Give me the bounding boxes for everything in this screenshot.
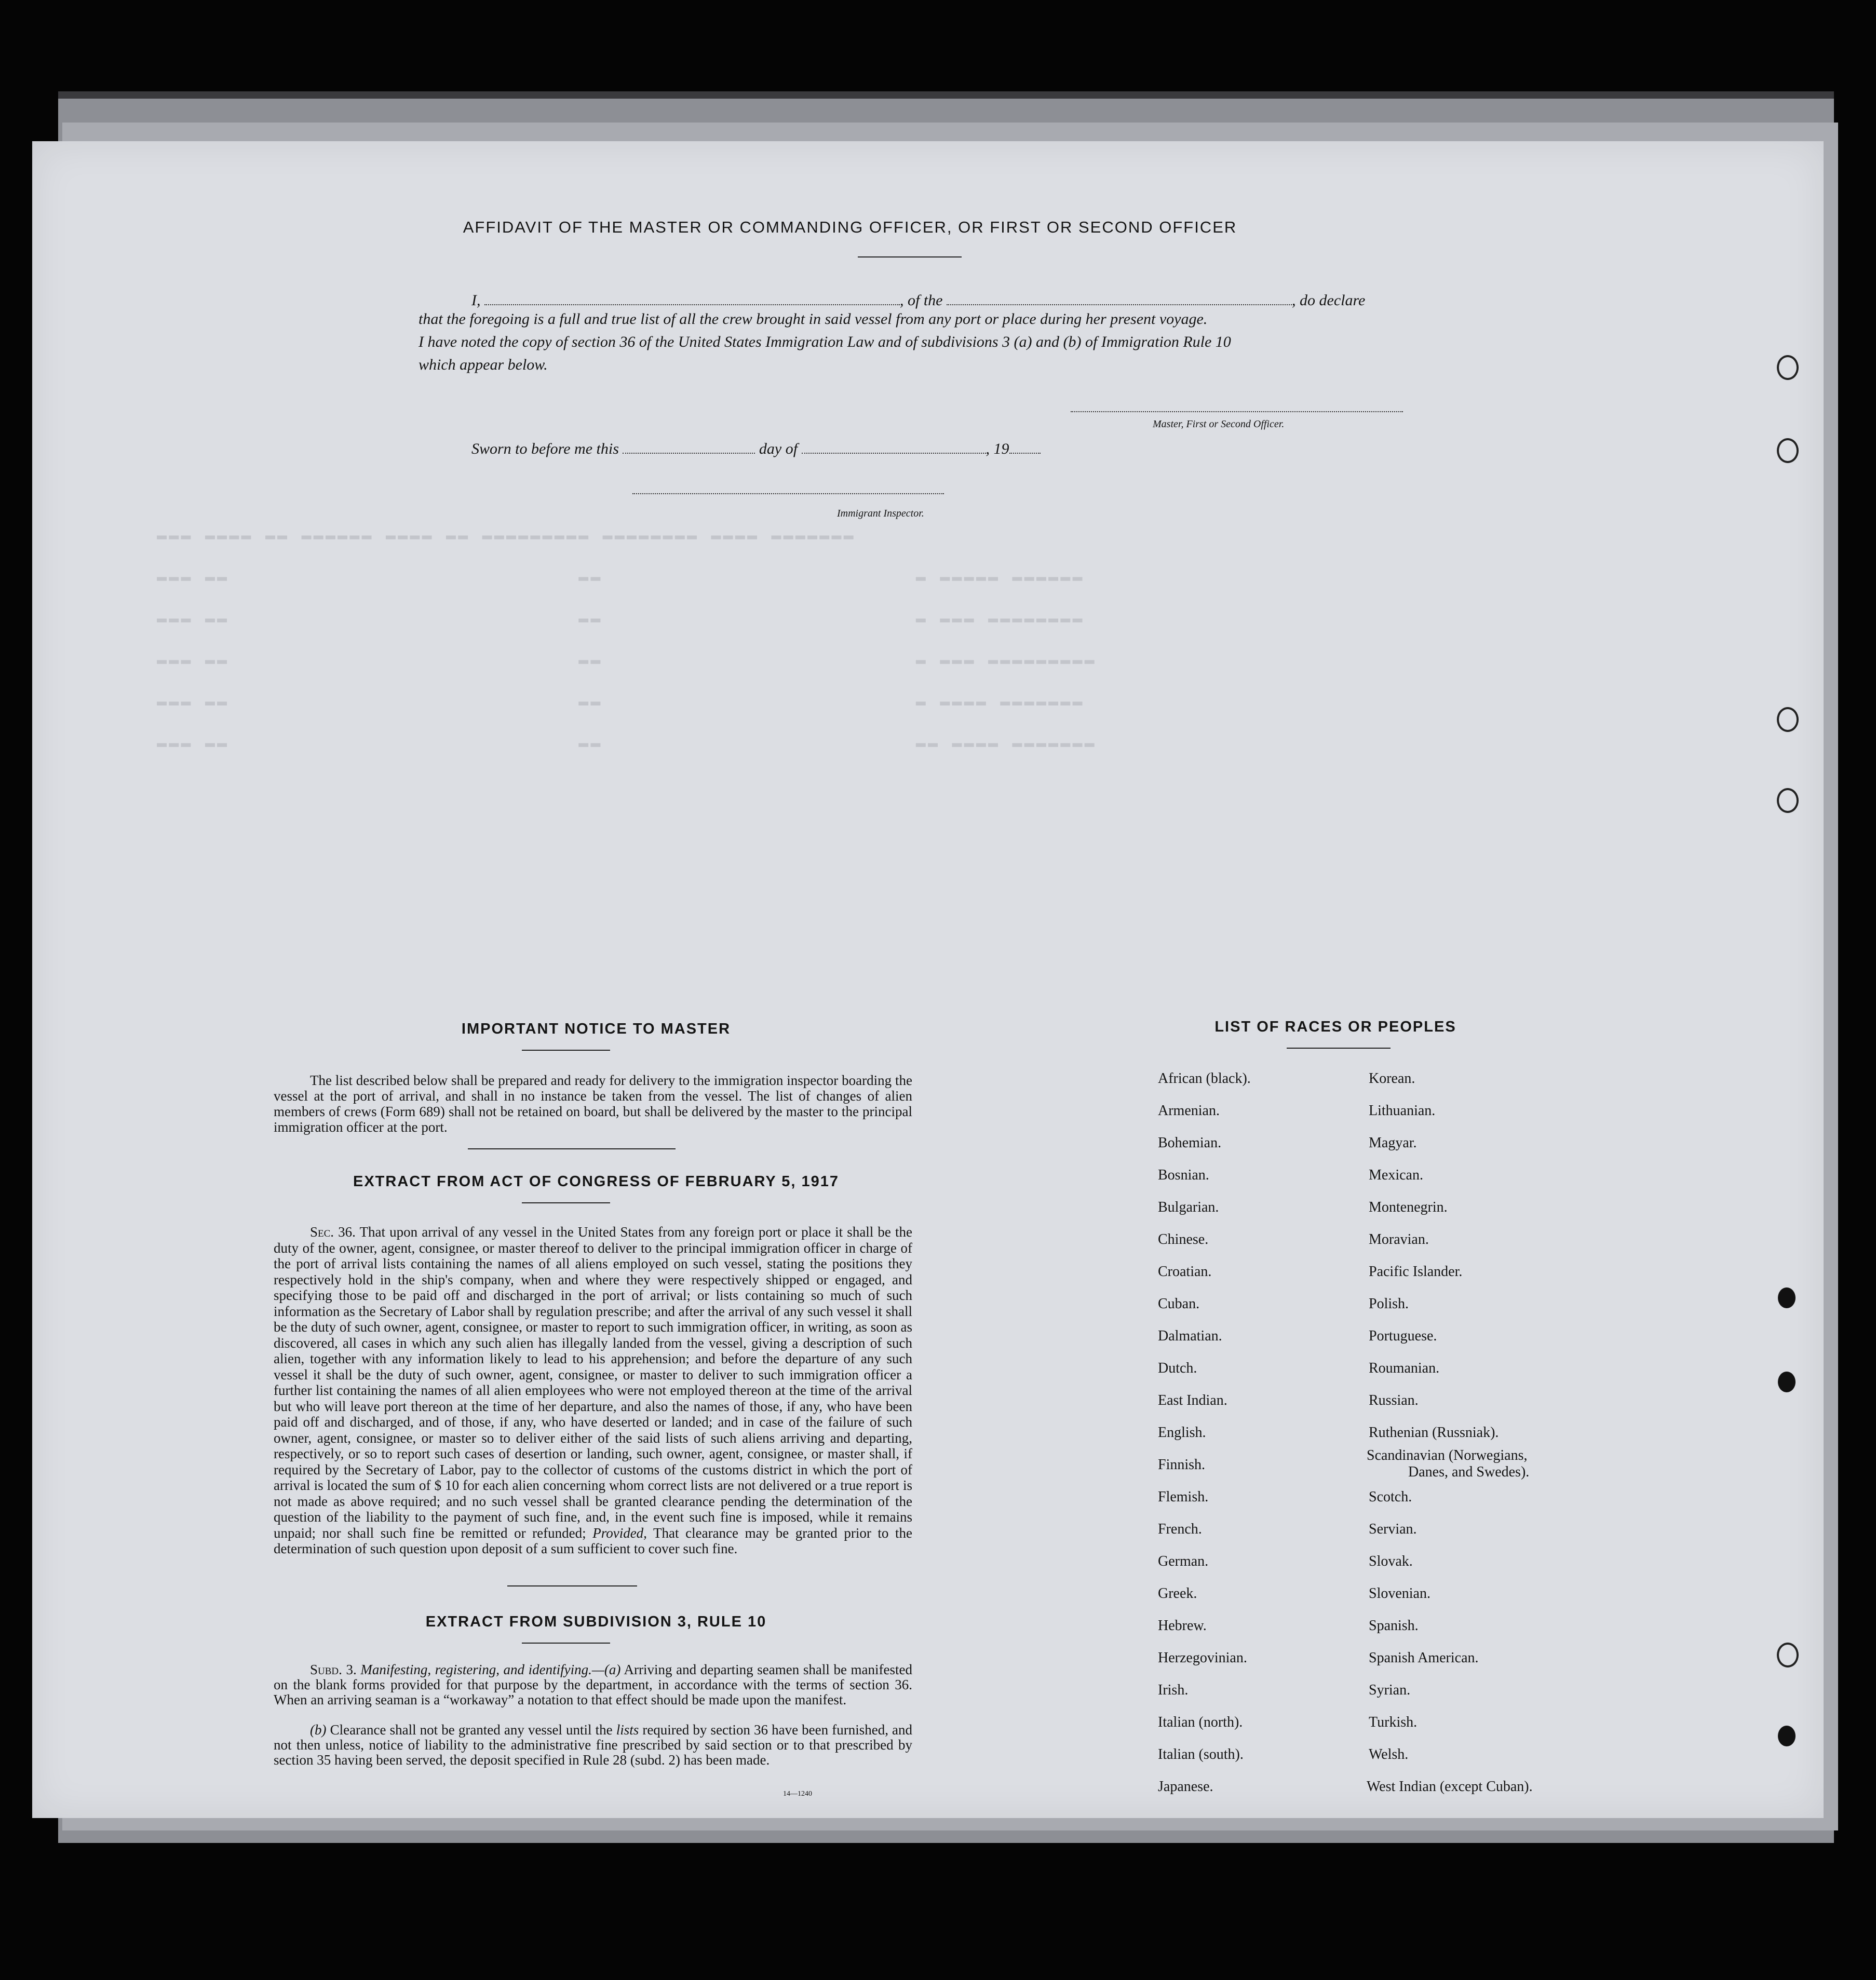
affidavit-line4: which appear below. <box>419 356 548 373</box>
rule-subd-text: Arriving and departing seamen shall be manifested on the blank forms provided for that purpose by the department, in accordance with the terms of section 36. When an arriving seaman is a “workaway” a notation to that effect should be made upon the manifest. <box>274 1662 912 1707</box>
race-col2-item: Spanish. <box>1369 1618 1419 1634</box>
race-col1-item: Armenian. <box>1158 1103 1220 1119</box>
race-col1-item: Bulgarian. <box>1158 1199 1219 1215</box>
race-col1-item: East Indian. <box>1158 1392 1227 1408</box>
rule-b-lists: lists <box>616 1722 639 1738</box>
vessel-name-field[interactable] <box>947 288 1292 305</box>
race-col2-item: Magyar. <box>1369 1135 1417 1151</box>
act-sec-label: Sec. 36. <box>310 1224 356 1240</box>
rule-extract-title-rule <box>522 1643 610 1644</box>
race-col2-item: Polish. <box>1369 1296 1409 1312</box>
notice-title-rule <box>522 1050 610 1051</box>
races-title: LIST OF RACES OR PEOPLES <box>1214 1019 1456 1035</box>
inspector-signature-field[interactable] <box>632 493 944 494</box>
punch-hole <box>1777 1643 1799 1667</box>
race-col2-item: Syrian. <box>1369 1682 1411 1698</box>
race-col1-item: Cuban. <box>1158 1296 1200 1312</box>
rule-subd-label: Subd. 3. <box>310 1662 357 1677</box>
bleed-through-text: ▬▬▬ ▬▬▬▬ ▬▬ ▬▬▬▬▬▬ ▬▬▬▬ ▬▬ ▬▬▬▬▬▬▬▬▬ ▬▬▬▬▬▬▬▬ ▬▬▬▬ ▬▬▬▬▬▬▬ ▬▬▬ ▬▬ ▬▬ ▬ ▬▬▬▬▬ ▬▬▬▬▬▬ ▬▬▬ ▬▬ ▬▬ ▬ ▬▬▬ ▬▬▬▬▬▬▬▬ ▬▬▬ ▬▬ ▬▬ ▬ ▬▬▬ ▬▬▬▬▬▬▬▬▬ ▬▬▬ ▬▬ ▬▬ ▬ ▬▬▬▬ ▬▬▬▬▬▬▬ ▬▬▬ ▬▬ ▬▬ ▬▬ ▬▬▬▬ ▬▬▬▬▬▬▬ <box>157 526 1097 753</box>
race-col1-item: Bosnian. <box>1158 1167 1209 1183</box>
race-col1-item: German. <box>1158 1553 1209 1569</box>
rule-subd-heading: Manifesting, registering, and identifying.—(a) <box>360 1662 621 1677</box>
notice-body-text: The list described below shall be prepared and ready for delivery to the immigration inspector boarding the vessel at the port of arrival, and shall in no instance be taken from the vessel. The list of changes of alien members of crews (Form 689) shall not be retained on board, but shall be delivered by the master to the principal immigration officer at the port. <box>274 1073 912 1135</box>
race-col2-item: Portuguese. <box>1369 1328 1437 1344</box>
race-col2-item: Scandinavian (Norwegians, <box>1367 1447 1528 1463</box>
race-col1-item: Croatian. <box>1158 1264 1212 1280</box>
act-extract-body <box>274 1224 912 1557</box>
affidavit-line3: I have noted the copy of section 36 of the United States Immigration Law and of subdivisions 3 (a) and (b) of Immigration Rule 10 <box>419 333 1231 350</box>
sworn-line <box>471 436 1041 458</box>
race-col1-item: Irish. <box>1158 1682 1189 1698</box>
sworn-day-field[interactable] <box>623 436 755 454</box>
rule-extract-body <box>274 1662 912 1707</box>
form-page <box>32 141 1824 1818</box>
punch-hole <box>1777 707 1799 732</box>
rule-b-label: (b) <box>310 1722 327 1738</box>
race-col1-item: French. <box>1158 1521 1202 1537</box>
race-col2-continuation: Danes, and Swedes). <box>1408 1464 1530 1480</box>
rule-b-paragraph <box>274 1723 912 1768</box>
race-col1-item: African (black). <box>1158 1070 1251 1087</box>
race-col2-item: Servian. <box>1369 1521 1417 1537</box>
race-col2-item: Montenegrin. <box>1369 1199 1448 1215</box>
notice-divider <box>468 1148 676 1149</box>
affidavit-of-the: , of the <box>900 292 943 309</box>
notice-title: IMPORTANT NOTICE TO MASTER <box>461 1021 731 1037</box>
race-col1-item: Dutch. <box>1158 1360 1197 1376</box>
punch-hole-filled <box>1778 1726 1796 1746</box>
race-col2-item: Mexican. <box>1369 1167 1423 1183</box>
race-col1-item: Herzegovinian. <box>1158 1650 1247 1666</box>
race-col2-item: Roumanian. <box>1369 1360 1440 1376</box>
sworn-month-field[interactable] <box>802 436 986 454</box>
race-col2-item: Scotch. <box>1369 1489 1412 1505</box>
races-title-rule <box>1287 1048 1391 1049</box>
race-col2-item: Moravian. <box>1369 1231 1429 1247</box>
affidavit-title-rule <box>858 256 962 257</box>
race-col2-item: Pacific Islander. <box>1369 1264 1463 1280</box>
affidavit-line1 <box>471 288 1437 309</box>
race-col1-item: Hebrew. <box>1158 1618 1207 1634</box>
signature-label: Master, First or Second Officer. <box>1153 418 1285 430</box>
race-col2-item: Welsh. <box>1369 1746 1409 1762</box>
race-col1-item: Italian (north). <box>1158 1714 1243 1730</box>
race-col1-item: Japanese. <box>1158 1779 1213 1795</box>
race-col1-item: Greek. <box>1158 1585 1197 1602</box>
punch-hole-filled <box>1778 1372 1796 1392</box>
sworn-year-field[interactable] <box>1009 436 1041 454</box>
race-col1-item: Bohemian. <box>1158 1135 1222 1151</box>
race-col1-item: Chinese. <box>1158 1231 1209 1247</box>
sworn-label: Sworn to before me this <box>471 440 619 457</box>
punch-hole-filled <box>1778 1287 1796 1308</box>
act-extract-title-rule <box>522 1202 610 1203</box>
master-name-field[interactable] <box>484 288 900 305</box>
race-col1-item: Italian (south). <box>1158 1746 1244 1762</box>
act-divider <box>507 1585 637 1586</box>
race-col1-item: Flemish. <box>1158 1489 1209 1505</box>
affidavit-do-declare: , do declare <box>1292 292 1366 309</box>
affidavit-i-label: I, <box>471 292 481 309</box>
race-col1-item: Dalmatian. <box>1158 1328 1222 1344</box>
affidavit-title: AFFIDAVIT OF THE MASTER OR COMMANDING OFFICER, OR FIRST OR SECOND OFFICER <box>463 218 1237 236</box>
race-col2-item: Spanish American. <box>1369 1650 1479 1666</box>
race-col1-item: English. <box>1158 1425 1206 1441</box>
punch-hole <box>1777 355 1799 380</box>
race-col1-item: Finnish. <box>1158 1457 1206 1473</box>
race-col2-item: Turkish. <box>1369 1714 1418 1730</box>
act-provided-word: Provided, <box>592 1525 647 1541</box>
punch-hole <box>1777 788 1799 813</box>
inspector-label: Immigrant Inspector. <box>837 508 924 519</box>
race-col2-item: Ruthenian (Russniak). <box>1369 1425 1499 1441</box>
affidavit-line2: that the foregoing is a full and true list of all the crew brought in said vessel from any port or place during her present voyage. <box>419 310 1208 328</box>
act-sec-text: That upon arrival of any vessel in the United States from any foreign port or place it shall be the duty of the owner, agent, consignee, or master thereof to deliver to the principal immigration officer in charge of the port of arrival lists containing the names of all aliens employed on such vessel, stating the positions they respectively hold in the ship's company, when and where they were respectively shipped or engaged, and specifying those to be paid off and discharged in the port of arrival; or lists containing so much of such information as the Secretary of Labor shall by regulation prescribe; and after the arrival of any such vessel it shall be the duty of such owner, agent, consignee, or master to report to such immigration officer, in writing, as soon as discovered, all cases in which any such alien has illegally landed from the vessel, giving a description of such alien, together with any information likely to lead to his apprehension; and before the departure of any such vessel it shall be the duty of such owner, agent, consignee, or master to deliver to such immigration officer a further list containing the names of all alien employees who were not employed thereon at the time of the arrival but who will leave port thereon at the time of her departure, and also the names of those, if any, who have been paid off and discharged, and of those, if any, who have deserted or landed; and in case of the failure of such owner, agent, consignee, or master so to deliver either of the said lists of such aliens arriving and departing, respectively, or so to report such cases of desertion or landing, such owner, agent, consignee, or master shall, if required by the Secretary of Labor, pay to the collector of customs of the customs district in which the port of arrival is located the sum of $ 10 for each alien concerning whom correct lists are not delivered or a true report is not made as above required; and no such vessel shall be granted clearance pending the determination of the question of the liability to the payment of such fine, and, in the event such fine is imposed, while it remains unpaid; nor shall such fine be remitted or refunded; <box>274 1224 913 1541</box>
race-col2-item: West Indian (except Cuban). <box>1367 1779 1533 1795</box>
race-col2-item: Russian. <box>1369 1392 1419 1408</box>
act-extract-title: EXTRACT FROM ACT OF CONGRESS OF FEBRUARY 5, 1917 <box>353 1173 840 1190</box>
race-col2-item: Slovak. <box>1369 1553 1413 1569</box>
race-col2-item: Slovenian. <box>1369 1585 1430 1602</box>
punch-hole <box>1777 438 1799 463</box>
rule-b-text-2: required by section 36 have been furnished, and not then unless, notice of liability to the administrative fine prescribed by said section or to that prescribed by section 35 having been served, the deposit specified in Rule 28 (subd. 2) has been made. <box>274 1722 913 1768</box>
rule-extract-title: EXTRACT FROM SUBDIVISION 3, RULE 10 <box>425 1613 767 1630</box>
signature-field[interactable] <box>1071 411 1403 412</box>
act-provided-text: That clearance may be granted prior to the determination of such question upon deposit of a sum sufficient to cover such fine. <box>274 1525 912 1556</box>
rule-b-text-1: Clearance shall not be granted any vessel until the <box>330 1722 613 1738</box>
form-number: 14—1240 <box>783 1790 812 1798</box>
year-prefix: , 19 <box>986 440 1009 457</box>
day-of-label: day of <box>759 440 798 457</box>
race-col2-item: Lithuanian. <box>1369 1103 1436 1119</box>
notice-body <box>274 1073 912 1135</box>
race-col2-item: Korean. <box>1369 1070 1415 1087</box>
